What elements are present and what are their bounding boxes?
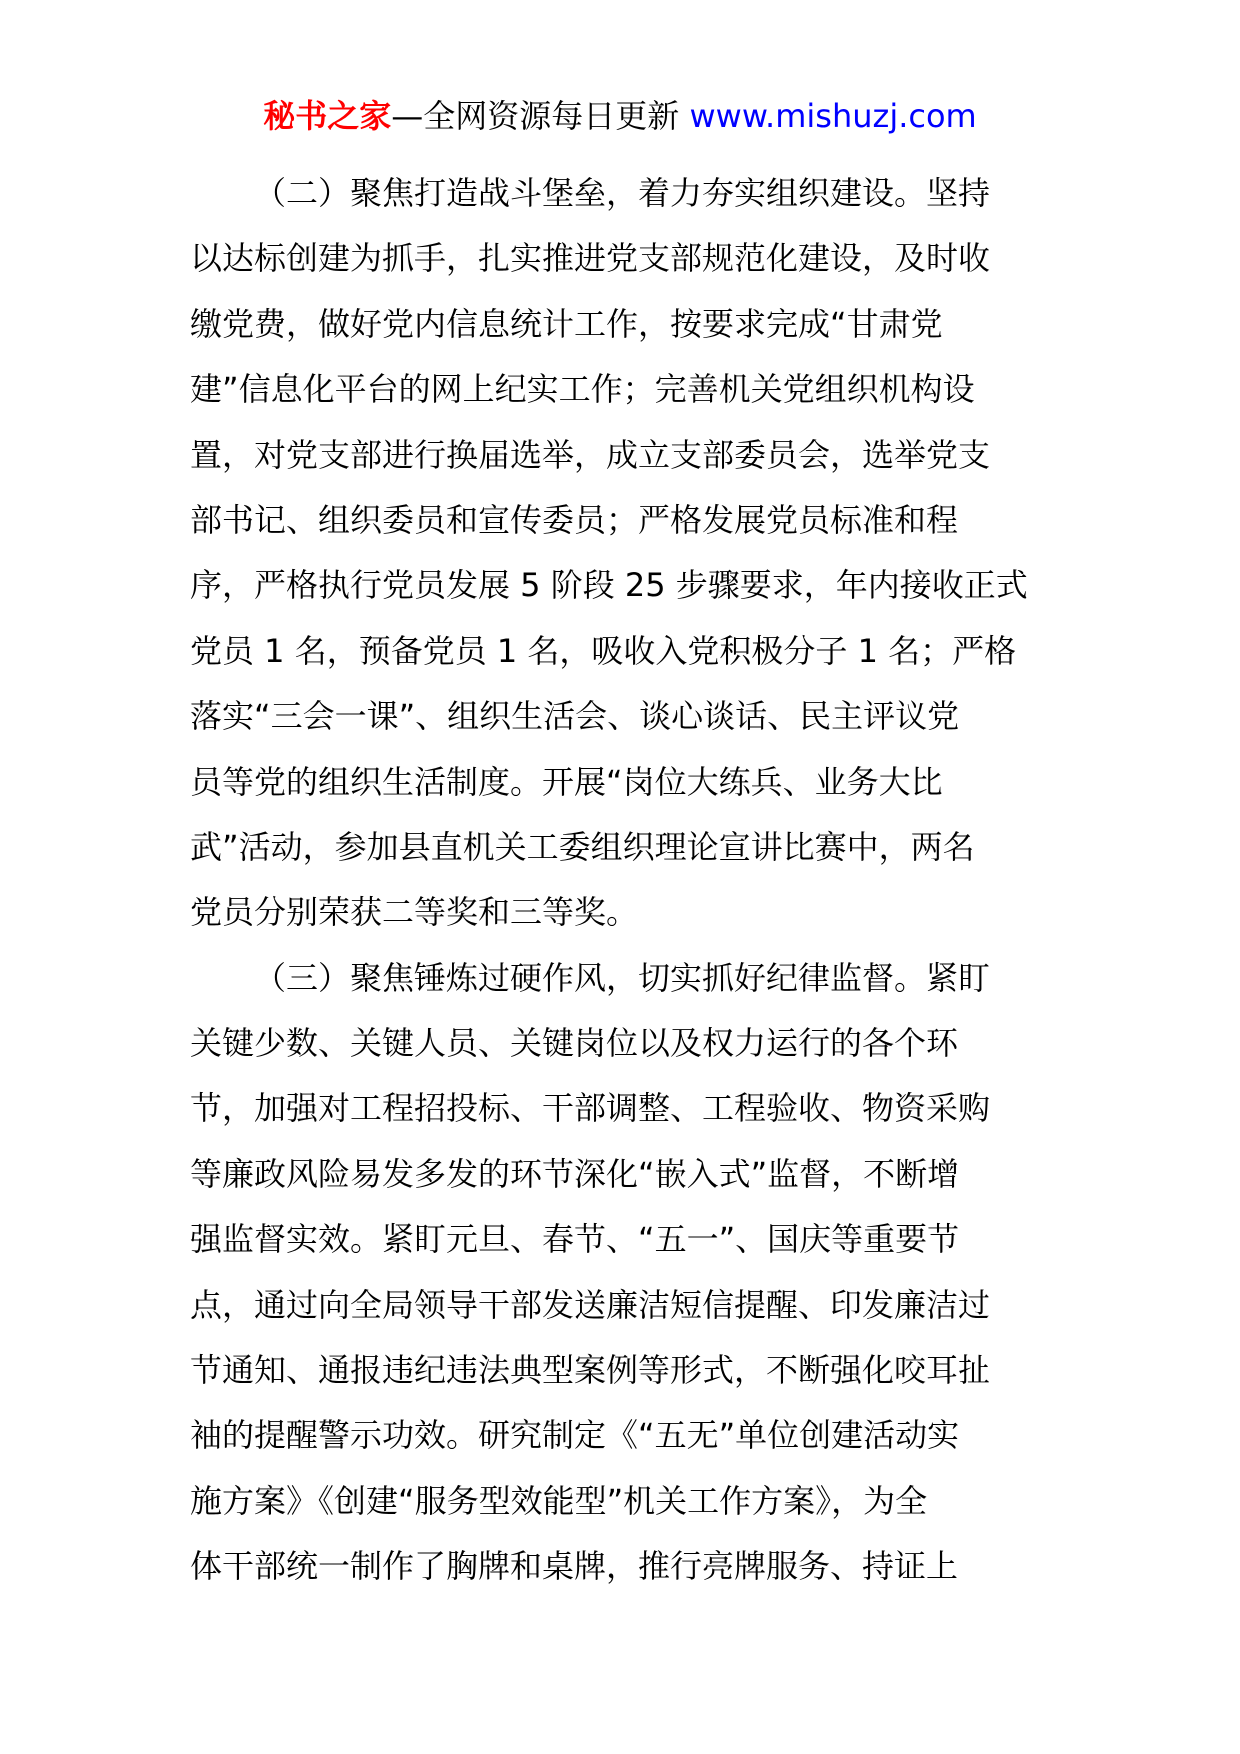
- paragraph-line: 等廉政风险易发多发的环节深化“嵌入式”监督，不断增: [190, 1154, 960, 1193]
- paragraph-line: 袖的提醒警示功效。研究制定《“五无”单位创建活动实: [190, 1416, 960, 1455]
- paragraph-line: 节通知、通报违纪违法典型案例等形式，不断强化咬耳扯: [190, 1351, 991, 1390]
- paragraph-line: 落实“三会一课”、组织生活会、谈心谈话、民主评议党: [190, 697, 960, 736]
- document-body: [190, 161, 1060, 1600]
- site-url-link[interactable]: www.mishuzj.com: [689, 97, 977, 135]
- paragraph-line: 序，严格执行党员发展 5 阶段 25 步骤要求，年内接收正式: [190, 566, 1028, 605]
- paragraph-line: （二）聚焦打造战斗堡垒，着力夯实组织建设。坚持: [254, 174, 991, 212]
- site-brand-name: 秘书之家: [263, 97, 392, 135]
- paragraph-line: 节，加强对工程招投标、干部调整、工程验收、物资采购: [190, 1089, 991, 1128]
- paragraph-line: （三）聚焦锤炼过硬作风，切实抓好纪律监督。紧盯: [254, 958, 991, 997]
- site-watermark-header: [0, 96, 1240, 136]
- paragraph-line: 点，通过向全局领导干部发送廉洁短信提醒、印发廉洁过: [190, 1285, 991, 1324]
- paragraph-line: 部书记、组织委员和宣传委员；严格发展党员标准和程: [190, 500, 959, 539]
- site-tagline: —全网资源每日更新: [391, 97, 690, 135]
- paragraph-line: 武”活动，参加县直机关工委组织理论宣讲比赛中，两名: [190, 827, 975, 866]
- paragraph-line: 施方案》《创建“服务型效能型”机关工作方案》，为全: [190, 1481, 928, 1520]
- paragraph-organization-building: [190, 161, 1060, 946]
- paragraph-discipline-supervision: [190, 946, 1060, 1600]
- paragraph-line: 置，对党支部进行换届选举，成立支部委员会，选举党支: [190, 435, 991, 474]
- paragraph-line: 党员分别荣获二等奖和三等奖。: [190, 893, 639, 932]
- paragraph-line: 建”信息化平台的网上纪实工作；完善机关党组织机构设: [190, 370, 975, 409]
- paragraph-line: 强监督实效。紧盯元旦、春节、“五一”、国庆等重要节: [190, 1220, 960, 1259]
- paragraph-line: 员等党的组织生活制度。开展“岗位大练兵、业务大比: [190, 762, 943, 801]
- paragraph-line: 党员 1 名，预备党员 1 名，吸收入党积极分子 1 名；严格: [190, 631, 1017, 670]
- paragraph-line: 体干部统一制作了胸牌和桌牌，推行亮牌服务、持证上: [190, 1547, 959, 1586]
- paragraph-line: 关键少数、关键人员、关键岗位以及权力运行的各个环: [190, 1024, 959, 1063]
- paragraph-line: 缴党费，做好党内信息统计工作，按要求完成“甘肃党: [190, 304, 943, 343]
- paragraph-line: 以达标创建为抓手，扎实推进党支部规范化建设，及时收: [190, 239, 991, 278]
